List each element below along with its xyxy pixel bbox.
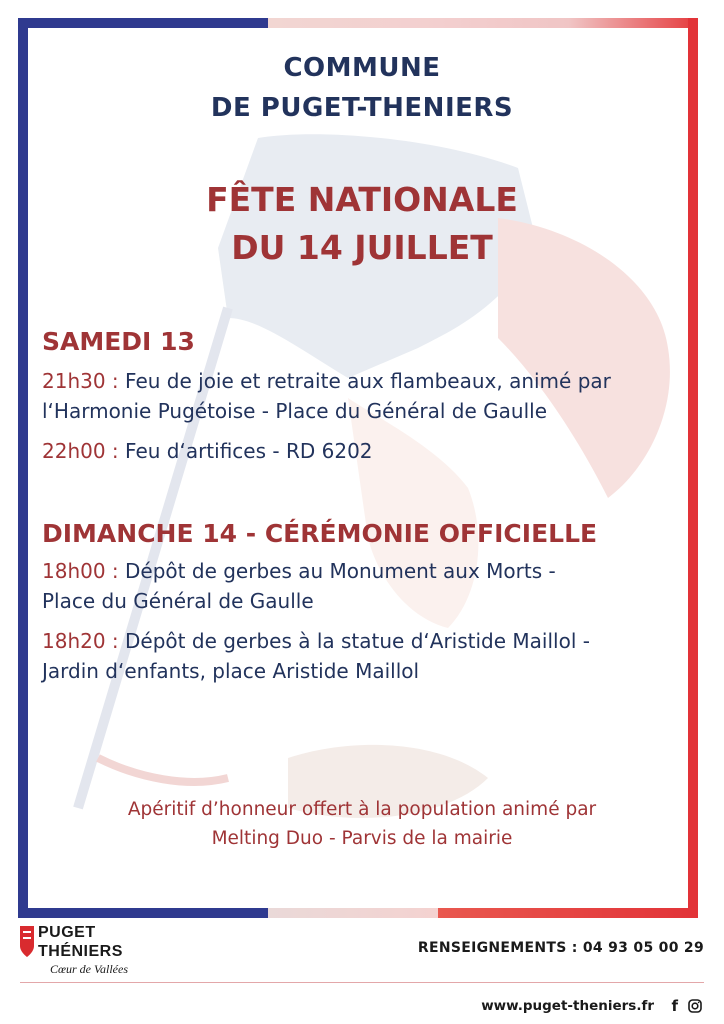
dimanche-item-1-line-2: Place du Général de Gaulle xyxy=(42,589,314,613)
website-link[interactable]: www.puget-theniers.fr xyxy=(481,998,654,1014)
border-bottom-red xyxy=(438,908,698,918)
puget-theniers-logo xyxy=(20,924,170,986)
border-bottom-mid xyxy=(268,908,438,918)
aperitif-note xyxy=(42,795,682,853)
samedi-item-1-time: 21h30 : xyxy=(42,369,119,393)
dimanche-item-2-line-1 xyxy=(42,626,682,656)
shield-icon xyxy=(20,926,34,958)
logo-theniers: THÉNIERS xyxy=(38,943,123,960)
renseignements-phone: RENSEIGNEMENTS : 04 93 05 00 29 xyxy=(417,940,704,956)
samedi-item-2 xyxy=(42,436,682,466)
samedi-item-2-time: 22h00 : xyxy=(42,439,119,463)
logo-tagline: Cœur de Vallées xyxy=(50,962,128,976)
dimanche-item-2-time: 18h20 : xyxy=(42,629,119,653)
samedi-item-2-text: Feu d‘artifices - RD 6202 xyxy=(125,439,373,463)
samedi-item-1-line-1 xyxy=(42,366,682,396)
commune-line-2: DE PUGET-THENIERS xyxy=(210,93,514,123)
border-right-red xyxy=(688,18,698,918)
title-line-2: DU 14 JUILLET xyxy=(231,228,493,267)
poster-content xyxy=(42,48,682,686)
commune-line-1: COMMUNE xyxy=(283,53,441,83)
samedi-item-1-text: Feu de joie et retraite aux flambeaux, animé par xyxy=(125,369,611,393)
border-bottom-blue xyxy=(18,908,268,918)
border-top-blue xyxy=(18,18,268,28)
dimanche-item-2-text: Dépôt de gerbes à la statue d‘Aristide Maillol - xyxy=(125,629,590,653)
samedi-item-1-line-2: l‘Harmonie Pugétoise - Place du Général de Gaulle xyxy=(42,399,548,423)
dimanche-item-1-text: Dépôt de gerbes au Monument aux Morts - xyxy=(125,559,556,583)
dimanche-item-2-line-2: Jardin d‘enfants, place Aristide Maillol xyxy=(42,659,420,683)
border-left-blue xyxy=(18,18,28,918)
aperitif-line-2: Melting Duo - Parvis de la mairie xyxy=(211,828,513,849)
samedi-title: SAMEDI 13 xyxy=(42,327,195,356)
dimanche-item-1-line-1 xyxy=(42,556,682,586)
aperitif-line-1: Apéritif d’honneur offert à la population animé par xyxy=(127,799,597,820)
dimanche-title: DIMANCHE 14 - CÉRÉMONIE OFFICIELLE xyxy=(42,519,598,548)
dimanche-item-1-time: 18h00 : xyxy=(42,559,119,583)
instagram-icon[interactable] xyxy=(688,999,702,1013)
footer-divider xyxy=(20,982,704,983)
title-line-1: FÊTE NATIONALE xyxy=(206,180,518,219)
border-top-red xyxy=(268,18,698,28)
facebook-icon[interactable]: f xyxy=(671,997,678,1015)
logo-puget: PUGET xyxy=(38,924,96,941)
